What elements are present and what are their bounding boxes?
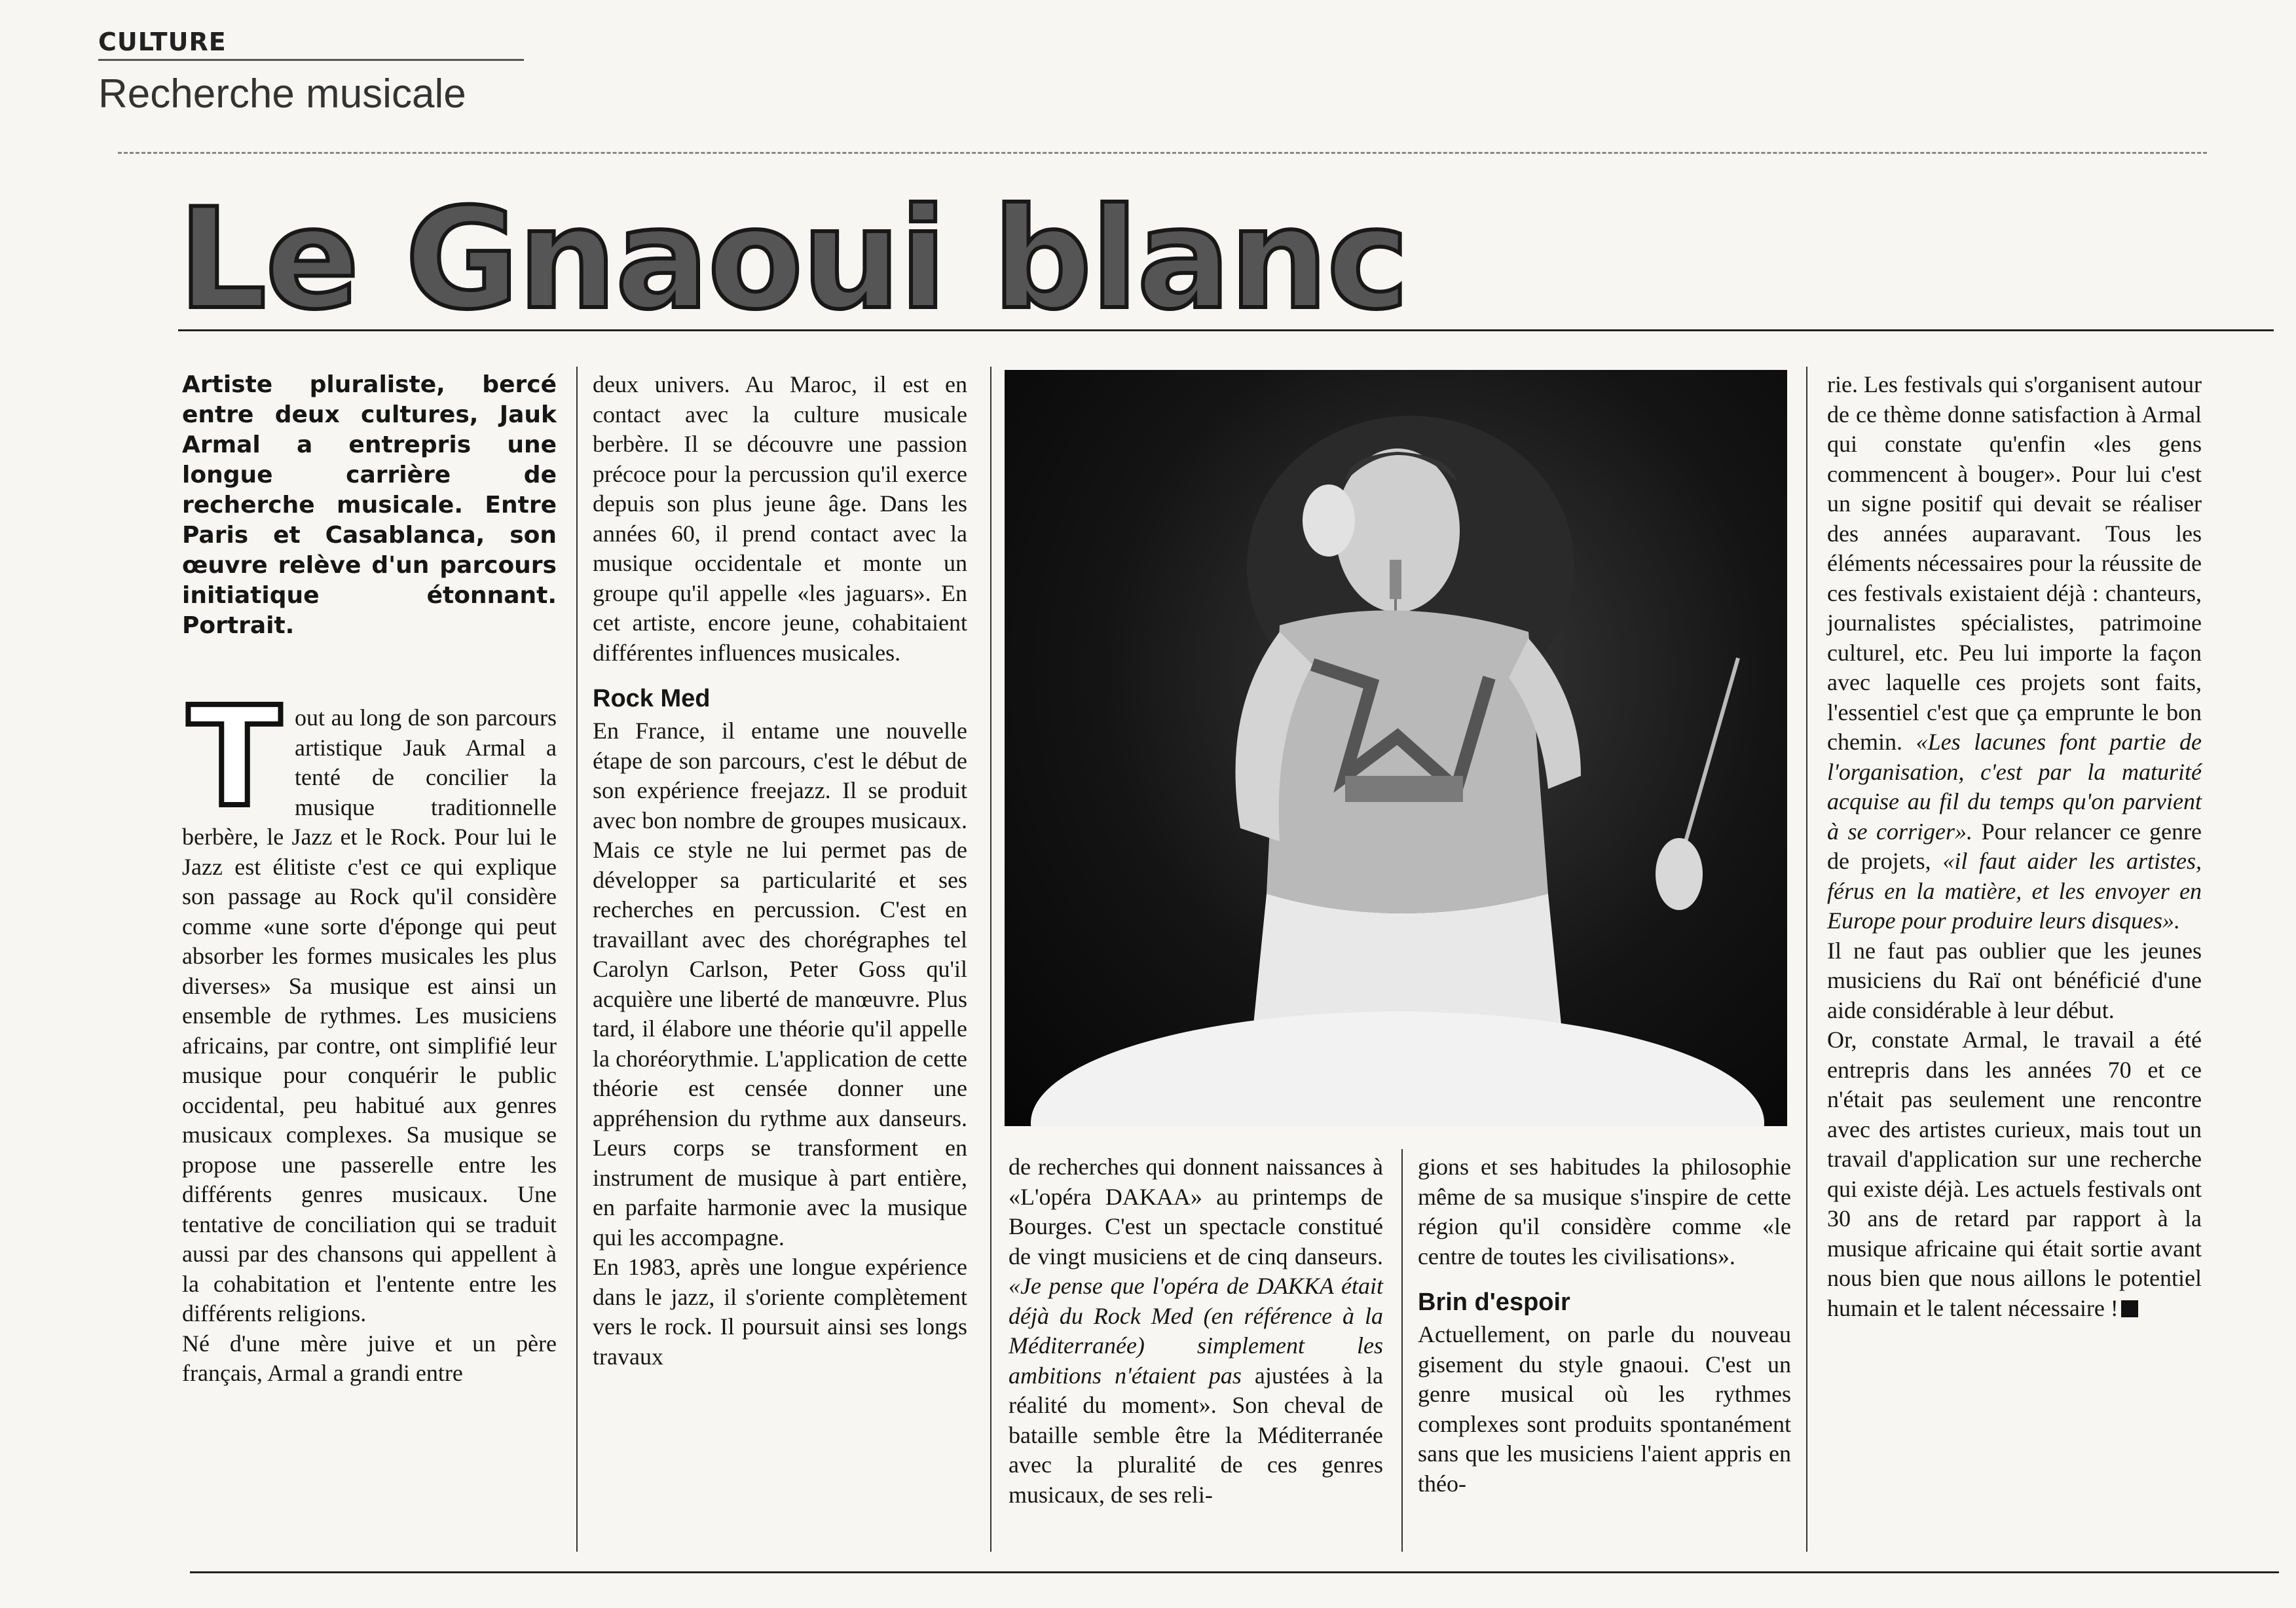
artist-quote: «Les lacunes font partie de l'organisation, c'est par la maturité acquise au fil du temps qu'on parvient à se corriger». — [1827, 729, 2202, 845]
column-4 — [1418, 1152, 1791, 1499]
subhead-rock-med: Rock Med — [593, 685, 711, 712]
bottom-divider — [190, 1571, 2279, 1573]
drop-cap: T — [187, 677, 282, 837]
article-text: de recherches qui donnent naissances à «L'opéra DAKAA» au printemps de Bourges. C'est un spectacle constitué de vingt musiciens et de cinq danseurs. — [1009, 1154, 1383, 1270]
article-text: ajustées à la réalité du moment». Son cheval de bataille semble être la Méditerranée avec la pluralité de ces genres musicaux, de ses reli- — [1009, 1362, 1383, 1508]
column-5 — [1827, 370, 2202, 1323]
article-text: out au long de son parcours artistique Jauk Armal a tenté de concilier la musique traditionnelle berbère, le Jazz et le Rock. Pour lui le Jazz est élitiste c'est ce qui explique son passage au Rock qu'il considère comme «une sorte d'éponge qui peut absorber les formes musicales les plus diverses» Sa musique est ainsi un ensemble de rythmes. Les musiciens africains, par contre, ont simplifié leur musique pour conquérir le public occidental, peu habitué aux genres musicaux complexes. Sa musique se propose une passerelle entre les différents genres musicaux. Une tentative de conciliation qui se traduit aussi par des chansons qui appellent à la cohabitation et l'entente entre les différents religions. — [182, 704, 557, 1326]
column-1 — [182, 370, 557, 1389]
article-paragraph — [1009, 1152, 1383, 1510]
article-text: deux univers. Au Maroc, il est en contact avec la culture musicale berbère. Il se découvre une passion précoce pour la percussion qu'il exerce depuis son plus jeune âge. Dans les années 60, il prend contact avec la musique occidentale et monte un groupe qu'il appelle «les jaguars». En cet artiste, encore jeune, cohabitaient différentes influences musicales. — [593, 371, 967, 666]
headline: Le Gnaoui blanc — [178, 178, 1408, 340]
section-rubric: CULTURE — [98, 27, 524, 61]
artist-quote: «Je pense que l'opéra de DAKKA était déjà du Rock Med (en référence à la Méditerranée) simplement les ambitions n'étaient pas — [1009, 1273, 1383, 1389]
column-rule — [1401, 1149, 1403, 1552]
section-subrubric: Recherche musicale — [98, 71, 466, 117]
lead-paragraph: Artiste pluraliste, bercé entre deux cultures, Jauk Armal a entrepris une longue carrière de recherche musicale. Entre Paris et Casablanca, son œuvre relève d'un parcours initiatique étonnant. Portrait. — [182, 371, 557, 639]
article-text: En 1983, après une longue expérience dans le jazz, il s'oriente complètement vers le rock. Il poursuit ainsi ses longs travaux — [593, 1254, 967, 1370]
top-divider — [118, 152, 2207, 154]
article-text: rie. Les festivals qui s'organisent autour de ce thème donne satisfaction à Armal qui constate qu'enfin «les gens commencent à bouger». Pour lui c'est un signe positif qui devait se réaliser des années auparavant. Tous les éléments nécessaires pour la réussite de ces festivals existaient déjà : chanteurs, journalistes spécialistes, patrimoine culturel, etc. Peu lui importe la façon avec laquelle ces projets sont faits, l'essentiel c'est que ça emprunte le bon chemin. — [1827, 371, 2202, 755]
article-text: En France, il entame une nouvelle étape de son parcours, c'est le début de son expérience freejazz. Il se produit avec bon nombre de groupes musicaux. Mais ce style ne lui permet pas de développer sa particularité et ses recherches en percussion. C'est en travaillant avec des chorégraphes tel Carolyn Carlson, Peter Goss qu'il acquière une liberté de manœuvre. Plus tard, il élabore une théorie qu'il appelle la choréorythmie. L'application de cette théorie est censée donner une appréhension du rythme aux danseurs. Leurs corps se transforment en instrument de musique à part entière, en parfaite harmonie avec la musique qui les accompagne. — [593, 718, 967, 1251]
article-text: gions et ses habitudes la philosophie même de sa musique s'inspire de cette région qu'il considère comme «le centre de toutes les civilisations». — [1418, 1154, 1791, 1270]
article-text: Or, constate Armal, le travail a été entrepris dans les années 70 et ce n'était pas seulement une rencontre avec des artistes curieux, mais tout un travail d'application sur une recherche qui existe déjà. Les actuels festivals ont 30 ans de retard par rapport à la musique africaine qui était sortie avant nous bien que nous aillons le potentiel humain et le talent nécessaire ! — [1827, 1027, 2202, 1321]
subhead-brin-d-espoir: Brin d'espoir — [1418, 1288, 1570, 1316]
column-rule — [1806, 367, 1807, 1552]
column-2 — [593, 370, 967, 1372]
artist-quote: «il faut aider les artistes, férus en la matière, et les envoyer en Europe pour produire leurs disques». — [1827, 848, 2202, 934]
column-3 — [1009, 1152, 1383, 1510]
article-text: Pour relancer ce genre de projets, — [1827, 818, 2202, 874]
headline-divider — [178, 329, 2274, 331]
column-rule — [990, 367, 991, 1552]
column-rule — [576, 367, 578, 1552]
article-paragraph — [1827, 1025, 2202, 1323]
article-paragraph — [1827, 370, 2202, 936]
article-text: Né d'une mère juive et un père français, Armal a grandi entre — [182, 1330, 557, 1386]
performer-photo — [1005, 370, 1787, 1126]
end-mark-icon — [2121, 1300, 2138, 1317]
article-text: Actuellement, on parle du nouveau gisement du style gnaoui. C'est un genre musical où les rythmes complexes sont produits spontanément sans que les musiciens l'aient appris en théo- — [1418, 1321, 1791, 1497]
article-paragraph — [182, 677, 557, 1329]
article-text: Il ne faut pas oublier que les jeunes musiciens du Raï ont bénéficié d'une aide considérable à leur début. — [1827, 937, 2202, 1023]
